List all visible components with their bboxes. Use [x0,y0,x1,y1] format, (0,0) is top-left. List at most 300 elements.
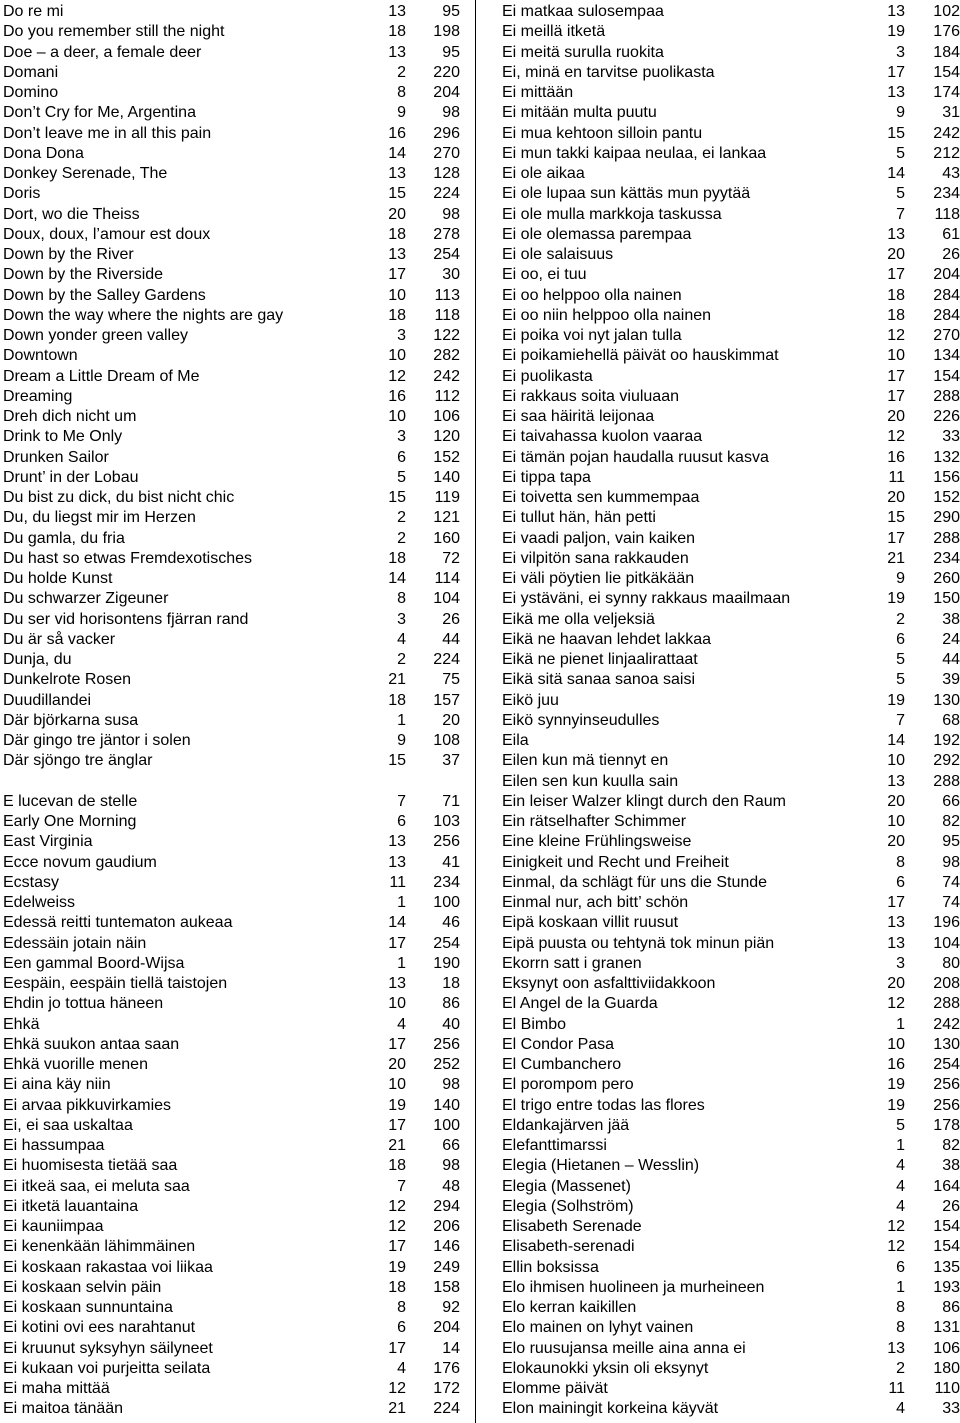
entry-title: Ei kukaan voi purjeitta seilata [3,1359,211,1377]
entry-volume: 14 [388,144,406,162]
entry-title: Ecce novum gaudium [3,853,157,871]
entry-page: 288 [933,387,960,405]
entry-volume: 10 [887,813,905,830]
index-entry [0,994,468,1014]
entry-page: 160 [433,529,460,547]
index-entry [0,792,468,812]
entry-page: 242 [933,1015,960,1033]
entry-title: Eikö juu [502,691,559,709]
entry-volume: 12 [388,1197,406,1215]
entry-page: 66 [942,792,960,810]
entry-volume: 2 [397,509,406,527]
entry-page: 204 [433,84,460,101]
entry-volume: 3 [397,610,406,628]
index-entry [499,751,960,771]
index-entry [0,83,468,103]
index-entry [499,1298,960,1318]
entry-title: Ei kauniimpaa [3,1218,104,1235]
entry-title: Edelweiss [3,894,76,911]
index-entry [499,853,960,873]
entry-title: Elegia (Solhström) [502,1197,634,1215]
entry-page: 119 [434,489,460,506]
entry-page: 113 [434,286,460,304]
entry-page: 120 [433,428,460,446]
entry-volume: 1 [896,1137,905,1154]
entry-volume: 15 [388,752,406,770]
entry-page: 74 [942,873,960,891]
entry-page: 154 [933,367,960,385]
entry-title: Elo ihmisen huolineen ja murheineen [502,1278,765,1296]
entry-volume: 14 [887,732,905,749]
entry-volume: 4 [896,1177,905,1195]
entry-volume: 21 [388,1137,406,1154]
entry-title: El trigo entre todas las flores [502,1096,705,1114]
entry-title: Elefanttimarssi [502,1137,607,1154]
entry-page: 114 [434,570,460,587]
entry-page: 38 [942,1157,960,1175]
entry-volume: 5 [896,671,905,689]
index-entry [0,1035,468,1055]
entry-title: Ei aina käy niin [3,1076,111,1094]
entry-title: Doris [3,185,41,203]
index-entry [499,245,960,265]
entry-volume: 15 [887,124,905,142]
entry-page: 178 [933,1116,960,1134]
entry-title: Ei maha mittää [3,1380,110,1397]
index-entry [0,1055,468,1075]
entry-title: Ei poika voi nyt jalan tulla [502,327,682,344]
index-entry [499,731,960,751]
entry-volume: 6 [896,1258,905,1276]
index-entry [499,1258,960,1278]
entry-title: Domino [3,84,59,101]
entry-title: Downtown [3,347,78,365]
index-entry [499,934,960,954]
entry-volume: 19 [887,1076,905,1094]
index-entry [499,589,960,609]
entry-volume: 8 [896,853,905,871]
entry-title: Du holde Kunst [3,570,113,587]
entry-title: Ei saa häiritä leijonaa [502,408,655,425]
entry-title: Elon mainingit korkeina käyvät [502,1400,719,1418]
entry-title: Eikä sitä sanaa sanoa saisi [502,671,695,689]
entry-title: Ei itkeä saa, ei meluta saa [3,1177,190,1195]
entry-page: 154 [933,1238,960,1256]
index-entry [499,792,960,812]
entry-title: Eila [502,732,529,749]
entry-volume: 19 [887,691,905,709]
entry-volume: 17 [887,529,905,547]
entry-title: Ei meitä surulla ruokita [502,43,664,61]
entry-volume: 16 [887,448,905,466]
entry-title: Do re mi [3,3,64,20]
entry-page: 108 [433,732,460,749]
entry-title: El Bimbo [502,1015,567,1033]
entry-page: 206 [433,1218,460,1235]
entry-page: 20 [442,711,460,729]
entry-title: Eikä ne haavan lehdet lakkaa [502,630,712,648]
entry-page: 190 [433,954,460,972]
index-entry [0,1278,468,1298]
entry-page: 131 [933,1319,960,1337]
entry-page: 224 [433,185,460,203]
entry-volume: 13 [887,914,905,932]
index-entry [499,1278,960,1298]
entry-volume: 13 [388,833,406,851]
index-entry [499,1339,960,1359]
index-entry [0,1177,468,1197]
entry-title: Ei arvaa pikkuvirkamies [3,1096,172,1114]
index-entry [499,1197,960,1217]
index-entry [499,913,960,933]
entry-volume: 21 [887,549,905,567]
index-entry [499,1116,960,1136]
entry-title: Ein leiser Walzer klingt durch den Raum [502,792,786,810]
entry-title: Ei oo helppoo olla nainen [502,286,682,304]
index-entry [499,1096,960,1116]
entry-page: 196 [933,914,960,932]
entry-volume: 10 [388,1076,406,1094]
index-entry [0,853,468,873]
entry-title: Eipä koskaan villit ruusut [502,914,679,932]
entry-title: Ei tippa tapa [502,468,591,486]
entry-volume: 20 [388,1056,406,1073]
entry-volume: 2 [896,610,905,628]
entry-title: Ei ystäväni, ei synny rakkaus maailmaan [502,590,791,608]
entry-page: 176 [933,23,960,41]
index-entry [0,691,468,711]
entry-volume: 13 [388,246,406,263]
entry-title: Ei koskaan sunnuntaina [3,1299,173,1316]
entry-title: Ei poikamiehellä päivät oo hauskimmat [502,347,779,365]
entry-volume: 20 [887,833,905,851]
entry-title: Du gamla, du fria [3,529,125,547]
entry-title: Ei maitoa tänään [3,1400,124,1418]
entry-page: 152 [433,448,460,466]
entry-page: 37 [442,752,460,770]
entry-title: Ei oo niin helppoo olla nainen [502,306,712,324]
entry-volume: 21 [388,671,406,689]
entry-volume: 10 [388,347,406,365]
entry-page: 192 [933,732,960,749]
index-entry [0,1015,468,1035]
index-entry [499,1399,960,1419]
entry-title: Drunt’ in der Lobau [3,468,139,486]
entry-page: 46 [442,914,460,932]
entry-title: Eikö synnyinseudulles [502,711,660,729]
entry-volume: 1 [397,894,406,911]
entry-volume: 13 [887,84,905,101]
entry-page: 14 [442,1339,460,1357]
entry-title: Ecstasy [3,873,60,891]
entry-title: Ei ole aikaa [502,165,585,182]
entry-title: E lucevan de stelle [3,792,138,810]
entry-volume: 15 [388,185,406,203]
entry-volume: 18 [388,1157,406,1175]
entry-volume: 9 [896,104,905,122]
entry-volume: 18 [388,549,406,567]
index-entry [0,772,468,792]
index-entry [499,994,960,1014]
index-entry [0,326,468,346]
entry-title: Du schwarzer Zigeuner [3,590,169,608]
entry-page: 104 [433,590,460,608]
entry-title: Du bist zu dick, du bist nicht chic [3,489,235,506]
entry-volume: 6 [896,873,905,891]
entry-volume: 20 [887,792,905,810]
index-entry [0,468,468,488]
index-entry [499,184,960,204]
entry-page: 220 [433,63,460,81]
entry-page: 254 [433,246,460,263]
entry-volume: 9 [397,732,406,749]
index-entry [499,1075,960,1095]
entry-page: 176 [433,1359,460,1377]
entry-volume: 17 [887,63,905,81]
index-entry [0,225,468,245]
entry-page: 128 [433,165,460,182]
index-entry [499,711,960,731]
index-entry [499,1136,960,1156]
index-entry [499,326,960,346]
entry-volume: 7 [397,1177,406,1195]
index-entry [499,488,960,508]
entry-volume: 13 [887,934,905,952]
entry-volume: 19 [388,1096,406,1114]
entry-page: 270 [933,327,960,344]
entry-title: Ei itketä lauantaina [3,1197,139,1215]
index-entry [0,1156,468,1176]
entry-volume: 10 [388,286,406,304]
entry-title: Ei mittään [502,84,574,101]
entry-title: Ei mun takki kaipaa neulaa, ei lankaa [502,144,767,162]
entry-title: Eksynyt oon asfalttiviidakkoon [502,975,716,992]
entry-page: 66 [442,1137,460,1154]
entry-title: Du hast so etwas Fremdexotisches [3,549,252,567]
entry-page: 72 [442,549,460,567]
index-entry [0,407,468,427]
index-entry [499,265,960,285]
entry-page: 44 [442,630,460,648]
entry-title: Elegia (Hietanen – Wesslin) [502,1157,700,1175]
entry-volume: 18 [887,286,905,304]
index-entry [0,448,468,468]
entry-title: Du ser vid horisontens fjärran rand [3,610,249,628]
index-entry [0,1298,468,1318]
entry-volume: 13 [388,975,406,992]
index-entry [0,184,468,204]
index-entry [0,650,468,670]
entry-title: Elisabeth-serenadi [502,1238,635,1256]
entry-page: 134 [933,347,960,365]
index-entry [0,164,468,184]
entry-title: Eine kleine Frühlingsweise [502,833,692,851]
entry-title: Ei oo, ei tuu [502,266,587,284]
entry-volume: 8 [397,590,406,608]
entry-title: Domani [3,63,59,81]
entry-page: 122 [433,327,460,344]
entry-title: Ei meillä itketä [502,23,606,41]
entry-title: Drink to Me Only [3,428,123,446]
entry-title: El porompom pero [502,1076,634,1094]
index-entry [499,873,960,893]
entry-page: 26 [942,246,960,263]
entry-volume: 20 [887,975,905,992]
entry-volume: 7 [397,792,406,810]
entry-volume: 14 [388,570,406,587]
index-entry [0,488,468,508]
index-entry [499,367,960,387]
entry-title: Einigkeit und Recht und Freiheit [502,853,729,871]
index-entry [499,286,960,306]
entry-volume: 13 [887,225,905,243]
index-entry [499,1055,960,1075]
entry-page: 184 [933,43,960,61]
entry-volume: 12 [887,1218,905,1235]
entry-title: El Angel de la Guarda [502,995,658,1013]
index-entry [499,1035,960,1055]
index-entry [499,529,960,549]
index-entry [499,508,960,528]
index-entry [499,1237,960,1257]
index-entry [499,427,960,447]
entry-title: Där björkarna susa [3,711,139,729]
entry-volume: 8 [896,1299,905,1316]
index-entry [0,103,468,123]
entry-volume: 10 [388,995,406,1013]
entry-page: 180 [933,1359,960,1377]
entry-page: 212 [933,144,960,162]
index-entry [0,934,468,954]
index-entry [499,164,960,184]
entry-page: 24 [942,630,960,648]
index-entry [499,22,960,42]
entry-page: 121 [433,509,460,527]
entry-title: Edessäin jotain näin [3,934,147,952]
entry-volume: 13 [388,165,406,182]
entry-title: Don’t leave me in all this pain [3,124,212,142]
entry-volume: 10 [887,752,905,770]
entry-volume: 12 [887,1238,905,1256]
index-entry [0,367,468,387]
entry-title: Ei tämän pojan haudalla ruusut kasva [502,448,769,466]
entry-page: 156 [933,468,960,486]
index-entry [0,589,468,609]
entry-volume: 3 [896,43,905,61]
entry-page: 256 [933,1096,960,1114]
entry-page: 75 [442,671,460,689]
entry-title: Ehdin jo tottua häneen [3,995,164,1013]
entry-title: Down by the River [3,246,134,263]
entry-page: 294 [433,1197,460,1215]
index-entry [0,1339,468,1359]
entry-volume: 13 [388,853,406,871]
index-entry [0,569,468,589]
entry-volume: 15 [887,509,905,527]
entry-page: 61 [942,225,960,243]
entry-title: Eikä me olla veljeksiä [502,610,655,628]
entry-title: Ei hassumpaa [3,1137,105,1154]
entry-volume: 3 [397,327,406,344]
entry-volume: 12 [887,995,905,1013]
index-entry [499,893,960,913]
entry-page: 110 [934,1380,960,1397]
index-entry [0,711,468,731]
index-entry [499,1156,960,1176]
entry-page: 100 [433,1116,460,1134]
entry-volume: 1 [397,954,406,972]
index-entry [499,144,960,164]
entry-page: 282 [433,347,460,365]
entry-volume: 13 [388,3,406,20]
entry-page: 33 [942,428,960,446]
entry-volume: 1 [397,711,406,729]
index-entry [499,83,960,103]
index-entry [0,974,468,994]
entry-page: 249 [433,1258,460,1276]
entry-title: Einmal, da schlägt für uns die Stunde [502,873,768,891]
entry-volume: 18 [887,306,905,324]
entry-title: Elo ruusujansa meille aina anna ei [502,1339,746,1357]
index-column-right [499,2,960,1420]
entry-volume: 20 [887,489,905,506]
entry-title: Dreaming [3,387,73,405]
entry-title: Eespäin, eespäin tiellä taistojen [3,975,228,992]
index-entry [0,387,468,407]
entry-volume: 6 [397,448,406,466]
index-entry [499,468,960,488]
entry-volume: 7 [896,711,905,729]
entry-volume: 2 [397,651,406,668]
entry-volume: 21 [388,1400,406,1418]
index-entry [0,1237,468,1257]
entry-page: 296 [433,124,460,142]
entry-title: Dort, wo die Theiss [3,205,140,223]
entry-page: 242 [433,367,460,385]
index-entry [0,630,468,650]
index-entry [0,812,468,832]
entry-volume: 6 [397,813,406,830]
entry-volume: 10 [887,1035,905,1053]
entry-volume: 17 [388,266,406,284]
entry-page: 226 [933,408,960,425]
index-entry [499,124,960,144]
entry-page: 140 [433,468,460,486]
entry-page: 39 [942,671,960,689]
entry-title: Dunja, du [3,651,72,668]
index-entry [0,63,468,83]
entry-volume: 3 [896,954,905,972]
entry-page: 284 [933,306,960,324]
entry-volume: 5 [896,144,905,162]
index-entry [0,427,468,447]
entry-page: 118 [934,205,960,223]
entry-page: 102 [933,3,960,20]
entry-page: 41 [442,853,460,871]
entry-title: Ei mua kehtoon silloin pantu [502,124,703,142]
entry-page: 130 [933,691,960,709]
entry-page: 260 [933,570,960,587]
entry-volume: 2 [896,1359,905,1377]
entry-title: Down by the Riverside [3,266,164,284]
entry-page: 132 [933,448,960,466]
entry-title: Donkey Serenade, The [3,165,168,182]
entry-volume: 12 [388,367,406,385]
index-entry [499,1359,960,1379]
entry-volume: 11 [888,468,905,486]
index-entry [499,1015,960,1035]
entry-page: 164 [933,1177,960,1195]
